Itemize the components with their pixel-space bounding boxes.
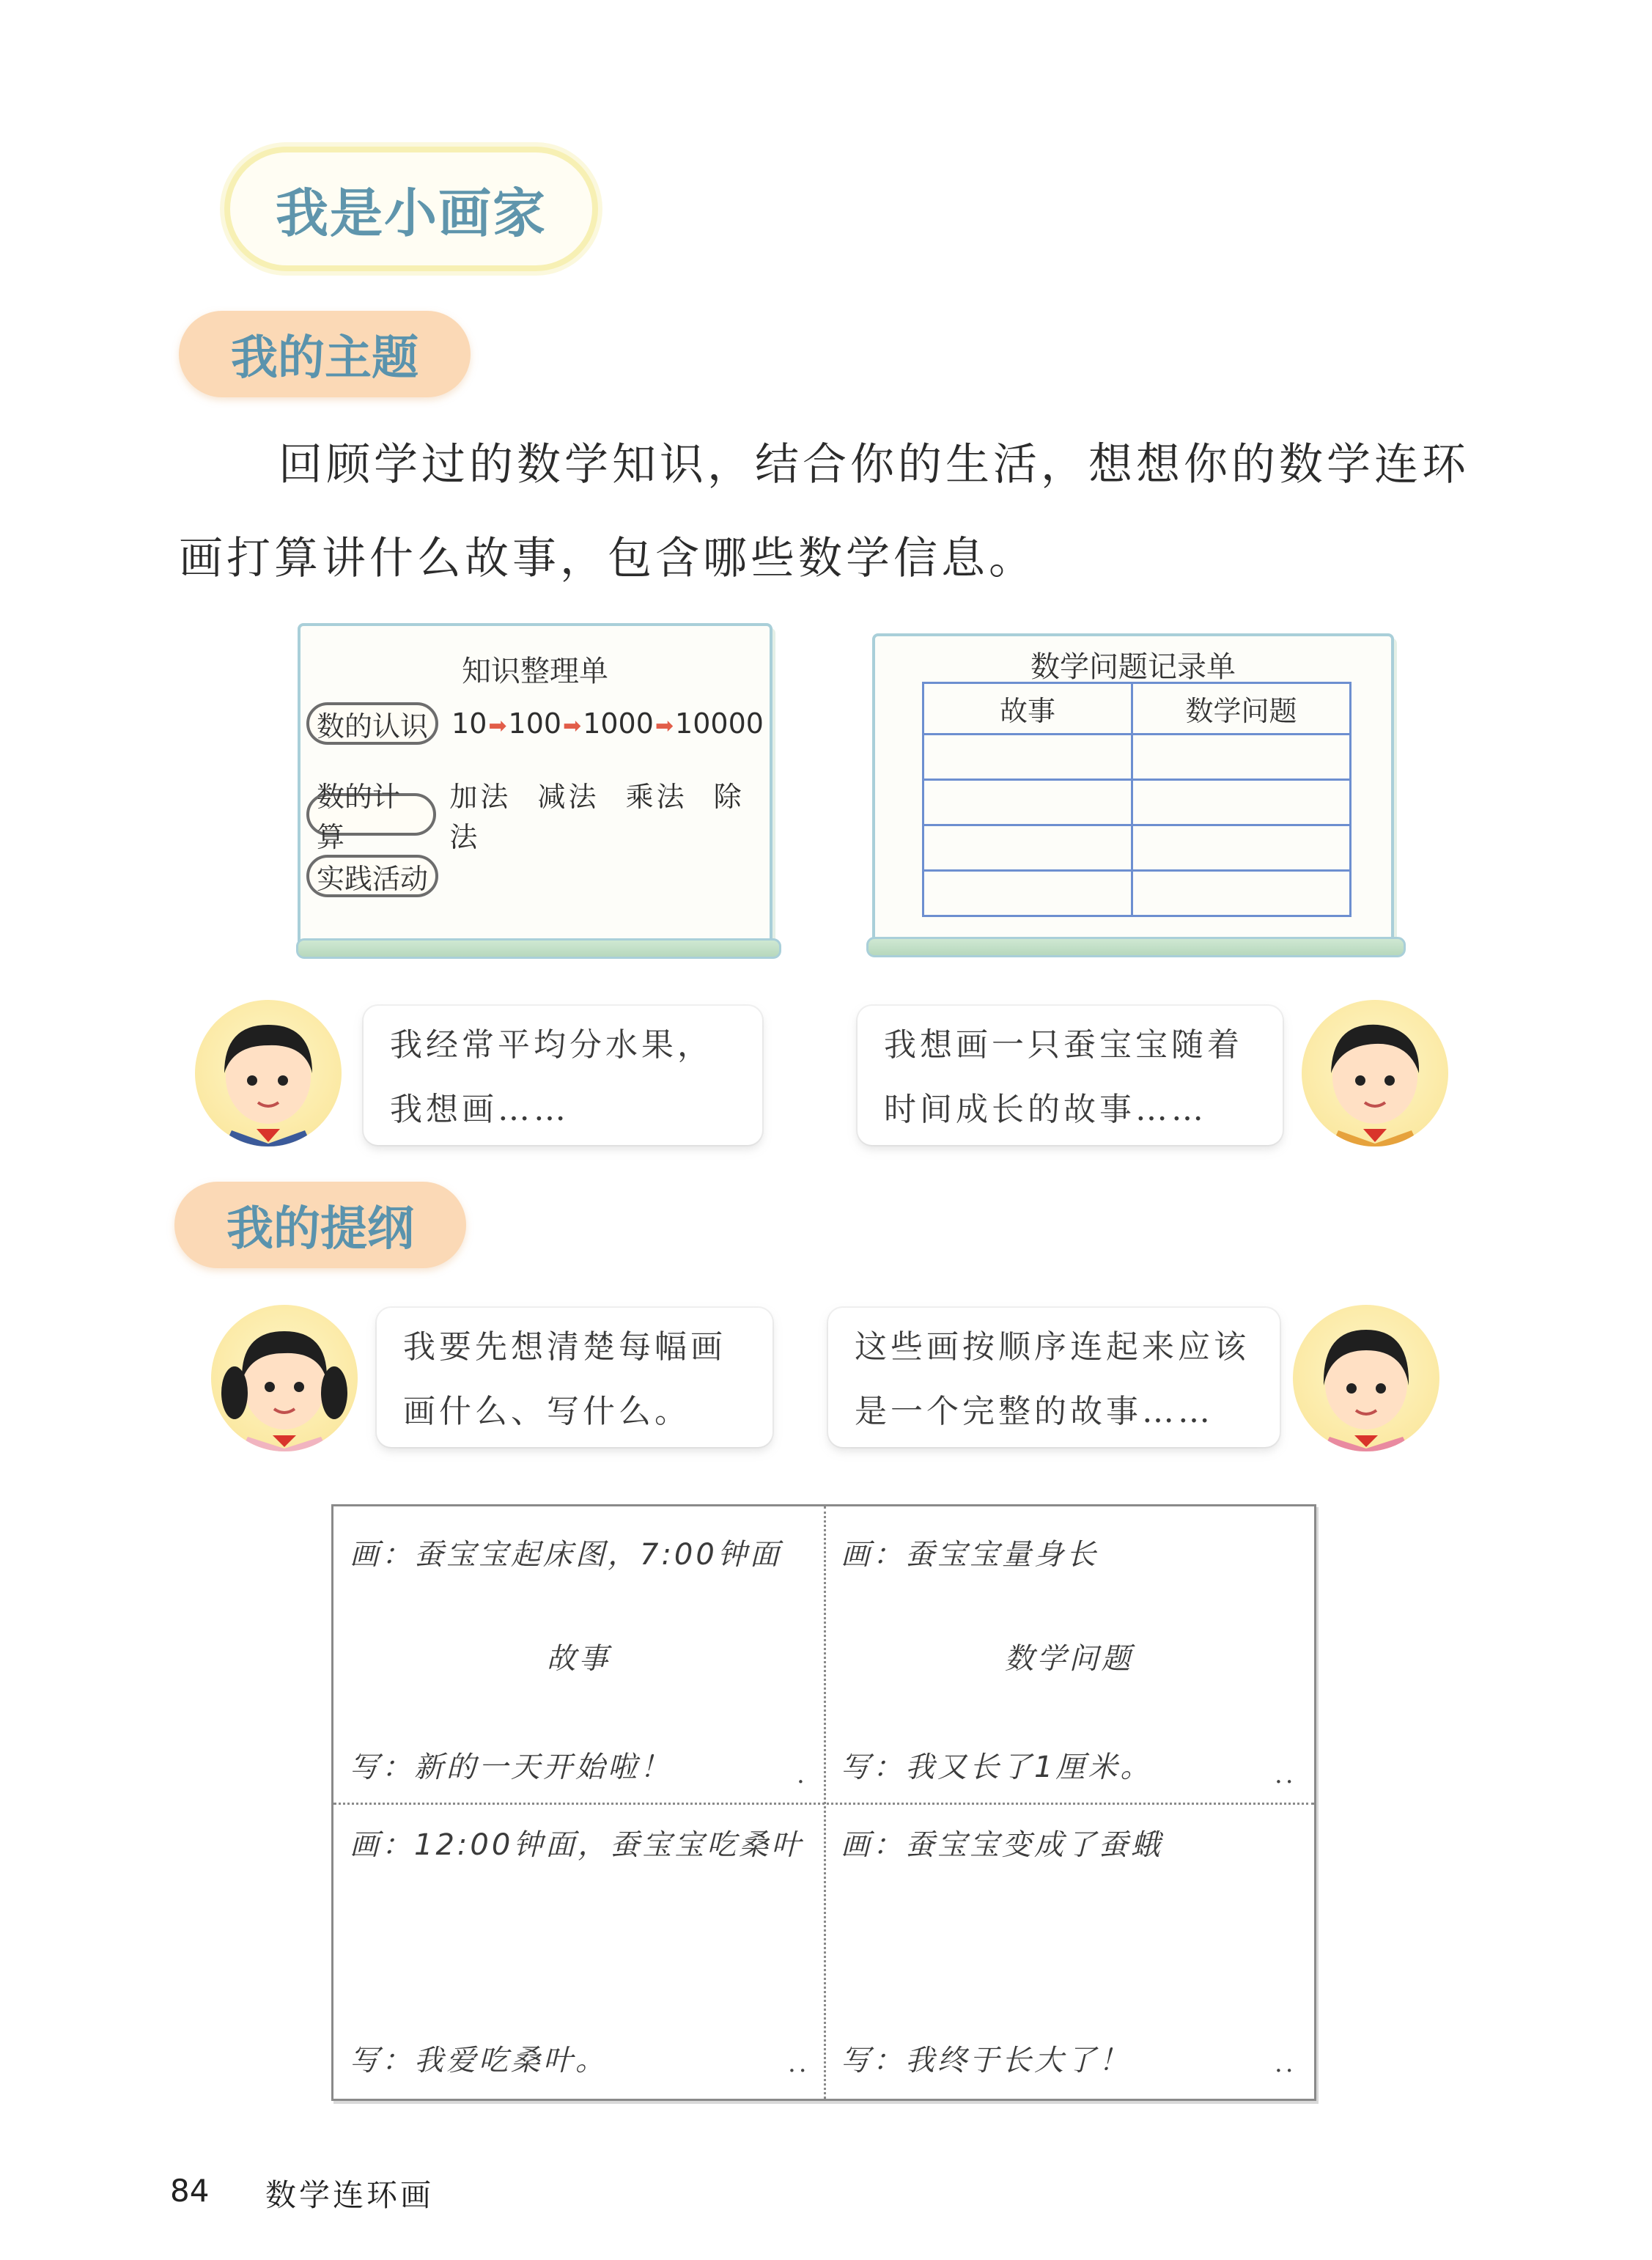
table-row (923, 871, 1351, 916)
chapter-title: 数学连环画 (265, 2177, 435, 2213)
knowledge-card-title: 知识整理单 (462, 655, 608, 688)
cell1-write: 写：新的一天开始啦！ (350, 1751, 672, 1784)
speech-bubble-plan: 我要先想清楚每幅画 画什么、写什么。 (377, 1308, 772, 1447)
girl-avatar (211, 1305, 358, 1451)
operations-list: 加法 减法 乘法 除法 (449, 781, 745, 853)
problem-record-card (872, 633, 1394, 950)
knowledge-row-calculation (306, 774, 770, 855)
cell3-dots: .. (788, 2049, 810, 2078)
knowledge-card-rod (296, 938, 781, 959)
cell2-draw: 画：蚕宝宝量身长 (841, 1538, 1099, 1572)
cell1-draw: 画：蚕宝宝起床图，7:00钟面 (350, 1538, 782, 1572)
knowledge-card (298, 623, 772, 952)
cell4-dots: .. (1275, 2049, 1297, 2078)
table-row (923, 825, 1351, 871)
tag-number-calculation: 数的计算 (306, 793, 436, 836)
column-header-story: 故事 (923, 683, 1132, 735)
tag-number-recognition: 数的认识 (306, 702, 438, 745)
knowledge-row-numbers (306, 702, 764, 745)
problem-card-title: 数学问题记录单 (1030, 650, 1236, 684)
speech-bubble-sequence: 这些画按顺序连起来应该 是一个完整的故事…… (828, 1308, 1280, 1447)
grid-divider-horizontal (333, 1803, 1314, 1805)
boy-avatar-2 (1302, 1000, 1448, 1146)
column-header-problem: 数学问题 (1132, 683, 1351, 735)
section-theme-heading: 我的主题 (179, 311, 471, 397)
intro-paragraph: 回顾学过的数学知识，结合你的生活，想想你的数学连环画打算讲什么故事，包含哪些数学信息。 (179, 439, 1470, 584)
boy-avatar (195, 1000, 342, 1146)
cell3-write: 写：我爱吃桑叶。 (350, 2044, 608, 2077)
cell1-dots: . (797, 1760, 808, 1789)
outline-grid (331, 1504, 1316, 2101)
cell3-draw: 画：12:00钟面，蚕宝宝吃桑叶 (350, 1828, 804, 1862)
speech-bubble-fruit: 我经常平均分水果， 我想画…… (364, 1006, 762, 1145)
cell4-write: 写：我终于长大了！ (841, 2044, 1131, 2077)
page-title: 我是小画家 (224, 147, 598, 271)
tag-practice-activity: 实践活动 (306, 855, 438, 897)
page-number: 84 (170, 2173, 210, 2209)
knowledge-row-practice (306, 855, 438, 897)
section-outline-heading: 我的提纲 (174, 1182, 466, 1268)
girl-avatar-2 (1293, 1305, 1439, 1451)
table-row (923, 735, 1351, 780)
table-row (923, 780, 1351, 825)
arrow-icon: ➡ (654, 713, 674, 739)
number-sequence: 10➡100➡1000➡10000 (451, 707, 764, 740)
arrow-icon: ➡ (488, 713, 507, 739)
problem-card-rod (866, 937, 1406, 957)
cell2-dots: .. (1275, 1760, 1297, 1789)
cell2-mid-label: 数学问题 (1004, 1642, 1134, 1676)
cell1-mid-label: 故事 (546, 1642, 611, 1676)
cell2-write: 写：我又长了1厘米。 (841, 1751, 1153, 1784)
speech-bubble-silkworm: 我想画一只蚕宝宝随着 时间成长的故事…… (858, 1006, 1283, 1145)
arrow-icon: ➡ (563, 713, 582, 739)
problem-record-table (922, 682, 1352, 917)
cell4-draw: 画：蚕宝宝变成了蚕蛾 (841, 1828, 1163, 1862)
